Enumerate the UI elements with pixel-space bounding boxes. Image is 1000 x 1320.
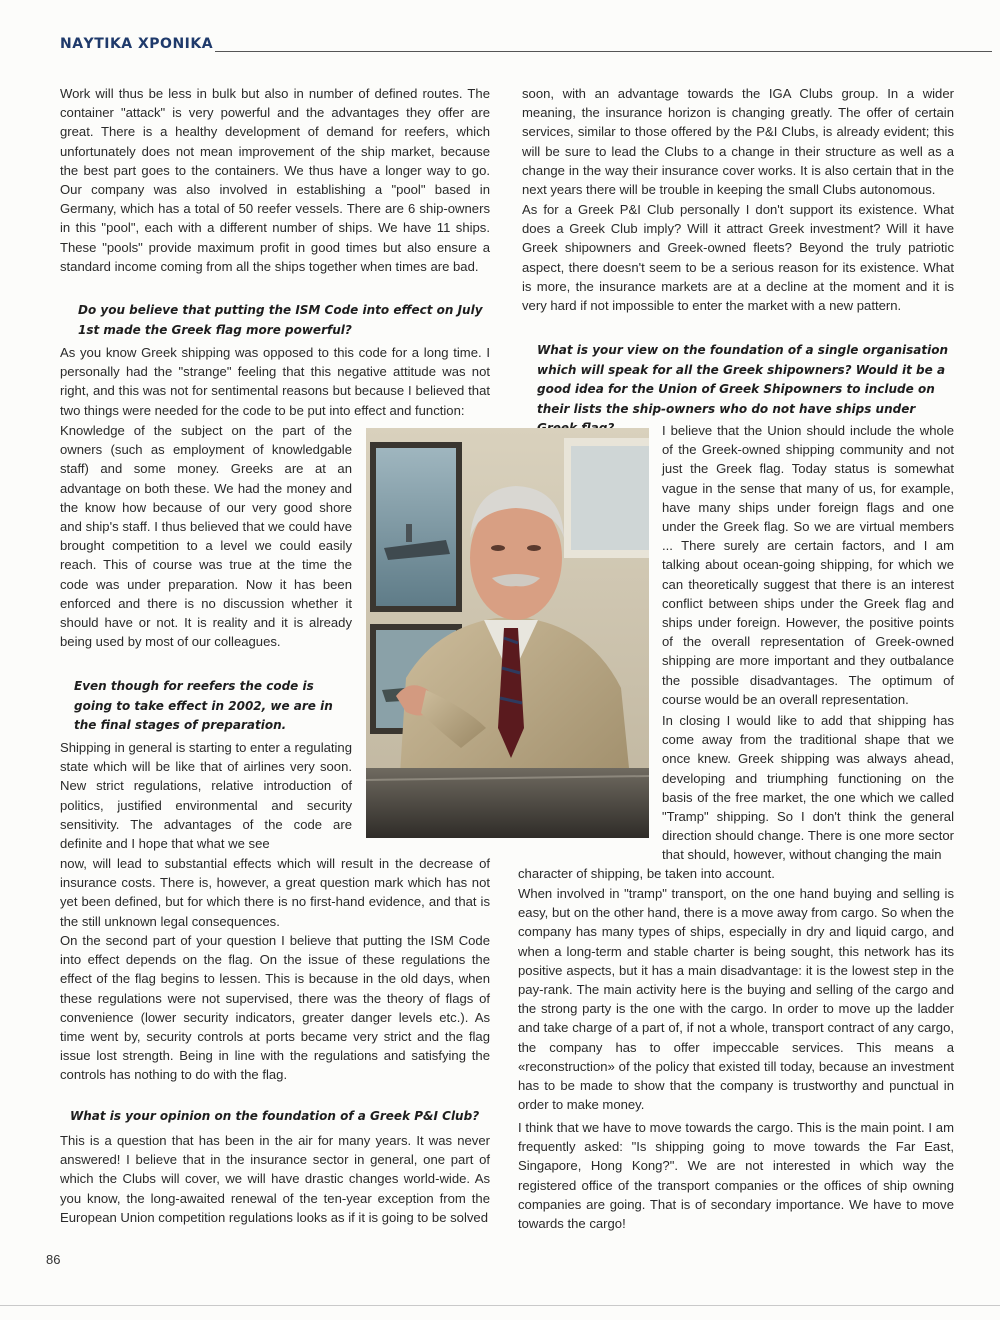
left-paragraph-5: This is a question that has been in the air for many years. It was never answered! I believe that in the insurance sector in general, one part of which the Clubs will cover, we will have drastic changes world-wide. As you know, the long-awaited renewal of the ten-year exception from the European Union competition regulations looks as if it is going to be solved [60, 1133, 490, 1225]
left-paragraph-1: Work will thus be less in bulk but also in number of defined routes. The container "attack" is very powerful and the advantages they offer are great. There is a healthy development of demand for reefers, which unfortunately does not mean improvement of the ship market, because the best part goes to the containers. We thus have a longer way to go. Our company was also involved in establishing a "pool" based in Germany, which has a total of 50 reefer vessels. There are 6 ship-owners in this "pool", each with a different number of ships. We have 11 ships. These "pools" provide maximum profit in good times but also ensure a standard income coming from all the ships together when times are bad. [60, 86, 490, 274]
left-question-2: Even though for reefers the code is going to take effect in 2002, we are in the final stages of preparation. [74, 679, 333, 732]
right-paragraph-4a: In closing I would like to add that shipping has come away from the traditional shape that we once knew. Greek shipping was always ahead, developing and triumphing functioning on the basis of the free market, the one which we called "Tramp" shipping. So I don't think the general direction should change. There is one more sector that should, however, without changing the main [662, 713, 954, 863]
right-paragraph-6: I think that we have to move towards the cargo. This is the main point. I am frequently asked: "Is shipping going to move towards the Far East, Singapore, Hong Kong?". We are not interested in which way the registered office of the transport companies or the offices of ship owning companies are going. That is of secondary importance. We have to move towards the cargo! [518, 1120, 954, 1232]
right-paragraph-1: soon, with an advantage towards the IGA Clubs group. In a wider meaning, the insurance horizon is changing greatly. The offer of certain services, similar to those offered by the P&I Clubs, is already evident; this will be sure to lead the Clubs to a change in their structure as well as a change in the way their insurance cover works. It is also certain that in the next years there will be trouble in keeping the small Clubs autonomous. [522, 86, 954, 198]
left-question-3: What is your opinion on the foundation of a Greek P&I Club? [70, 1109, 480, 1123]
right-paragraph-5: When involved in "tramp" transport, on the one hand buying and selling is easy, but on the other hand, there is a move away from cargo. So when the company has many types of ships, especially in dry and liquid cargo, and when a long-term and stable charter is being sought, this network has its positive aspects, but it has a main disadvantage: it is the lowest step in the pay-rank. The main activity here is the buying and selling of the cargo and the strong party is the one with the cargo. In order to move up the ladder and take charge of a part of, if not a whole, transport contract of any cargo, the company has to offer impeccable services. This means a «reconstruction» of the policy that existed till today, because an investment has to be made to show that the company is trustworthy and punctual in order to make money. [518, 886, 954, 1113]
left-question-1: Do you believe that putting the ISM Code into effect on July 1st made the Greek flag more powerful? [78, 303, 483, 337]
left-paragraph-4: On the second part of your question I believe that putting the ISM Code into effect depends on the flag. On the issue of these regulations the effect of the flag begins to lessen. This is because in the old days, when these regulations were not supervised, there was the theory of flags of convenience (lower security indicators, greater danger levels etc.). As time went by, security controls at ports became very strict and the flag issue lost strength. Being in line with the regulations and satisfying the controls has nothing to do with the flag. [60, 933, 490, 1083]
right-question-1: What is your view on the foundation of a single organisation which will speak for all the Greek shipowners? Would it be a good idea for the Union of Greek Shipowners to include on their lists the ship-owners who do not have ships under [537, 343, 948, 416]
right-paragraph-4b: character of shipping, be taken into account. [518, 866, 775, 881]
right-paragraph-2: As for a Greek P&I Club personally I don't support its existence. What does a Greek Club imply? Will it attract Greek investment? Will it have Greek shipowners and Greek-owned fleets? Beyond the truly patriotic aspect, there doesn't seem to be a serious reason for its existence. What is more, the insurance markets are at a decline at the moment and it is very hard if not impossible to enter the market with a new pattern. [522, 202, 954, 314]
left-paragraph-3a: Shipping in general is starting to enter a regulating state which will be like that of airlines very soon. New strict regulations, relative introduction of politics, justified environmental and security sensitivity. The advantages of the code are definite and I hope that what we see [60, 740, 352, 852]
magazine-title: ΝΑΥΤΙΚΑ ΧΡΟΝΙΚΑ [60, 36, 214, 52]
footer-rule [0, 1305, 1000, 1306]
left-paragraph-2a: As you know Greek shipping was opposed to this code for a long time. I personally had the "strange" feeling that this negative attitude was not right, and this was not for sentimental reasons but because I believed that two things were needed for the code to be put into effect and function: [60, 345, 490, 418]
right-paragraph-3: I believe that the Union should include the whole of the Greek-owned shipping community and not just the Greek flag. Today status is somewhat vague in the sense that many of us, for example, have many ships under foreign flags and one under the Greek flag. So we are virtual members ... There surely are certain factors, and I am talking about ocean-going shipping, for which we can theoretically suggest that there is an interest conflict between ships under the Greek flag and ships under foreign. However, the positive points of the overall representation of Greek-owned shipping are more important and they outbalance the possible disadvantages. The optimum of course would be an overall representation. [662, 423, 954, 707]
left-paragraph-3b: now, will lead to substantial effects which will result in the decrease of insurance costs. There is, however, a great question mark which has not yet been defined, but for which there is no first-hand evidence, and that is the still unknown legal consequences. [60, 856, 490, 929]
header-rule [215, 51, 992, 52]
left-paragraph-2b: Knowledge of the subject on the part of the owners (such as employment of knowledgable staff) and some money. Greeks are at an advantage on both these. We had the money and the know how because of our very good shore and ship's staff. I thus believed that we could have brought competition to a level we could easily reach. This of course was true at the time the code was under preparation. Now it has been enforced and there is no discussion whether it should have or not. It is reality and it is already being used by most of our colleagues. [60, 423, 352, 650]
page-number: 86 [46, 1252, 61, 1267]
interview-photo [366, 428, 649, 838]
